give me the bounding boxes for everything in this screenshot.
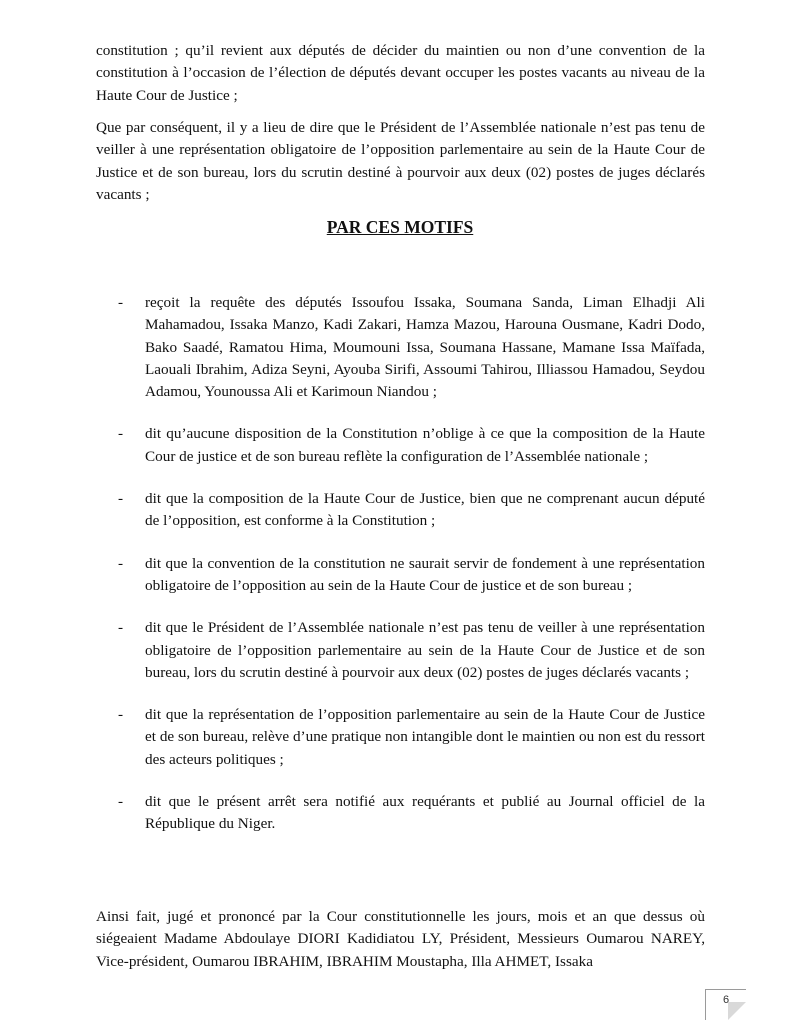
bullet-dash: - [118,619,124,637]
list-item-text: dit qu’aucune disposition de la Constitution n’oblige à ce que la composition de la Haute Cour de justice et de son bureau reflète la configuration de l’Assemblée nationale ; [145,425,705,465]
list-item-text: dit que la représentation de l’opposition parlementaire au sein de la Haute Cour de Justice et de son bureau, relève d’une pratique non intangible dont le maintien ou non est du ressort des acteurs politiques ; [145,706,705,768]
closing-paragraph: Ainsi fait, jugé et prononcé par la Cour constitutionnelle les jours, mois et an que dessus où siégeaient Madame Abdoulaye DIORI Kadidiatou LY, Président, Messieurs Oumarou NAREY, Vice-président, Oumarou IBRAHIM, IBRAHIM Moustapha, Illa AHMET, Issaka [96,908,705,970]
list-item-text: dit que la composition de la Haute Cour de Justice, bien que ne comprenant aucun député de l’opposition, est conforme à la Constitution ; [145,490,705,530]
list-item [0,292,800,403]
bullet-dash: - [118,294,124,311]
list-item-text: reçoit la requête des députés Issoufou Issaka, Soumana Sanda, Liman Elhadji Ali Mahamadou, Issaka Manzo, Kadi Zakari, Hamza Mazou, Harouna Ousmane, Kadri Dodo, Bako Saadé, Ramatou Hima, Moumouni Issa, Soumana Hassane, Mamane Issa Maïfada, Laouali Ibrahim, Adiza Seyni, Ayouba Sirifi, Assoumi Tahirou, Illiassou Hamadou, Seydou Adamou, Younoussa Ali et Karimoun Niandou ; [145,294,705,401]
paragraph-consequence: Que par conséquent, il y a lieu de dire que le Président de l’Assemblée nationale n’est pas tenu de veiller à une représentation obligatoire de l’opposition parlementaire au sein de la Haute Cour de Justice et de son bureau, lors du scrutin destiné à pourvoir aux deux (02) postes de juges déclarés vacants ; [96,119,705,203]
list-item [0,617,800,684]
list-item-text: dit que le présent arrêt sera notifié aux requérants et publié au Journal officiel de la République du Niger. [145,793,705,833]
list-item [0,423,800,468]
bullet-dash: - [118,490,124,508]
list-item [0,704,800,771]
list-item [0,488,800,533]
bullet-dash: - [118,706,124,724]
list-item [0,791,800,836]
section-heading: PAR CES MOTIFS [326,217,474,237]
decision-list [0,292,800,856]
list-item-text: dit que le Président de l’Assemblée nationale n’est pas tenu de veiller à une représentation obligatoire de l’opposition parlementaire au sein de la Haute Cour de Justice et de son bureau, lors du scrutin destiné à pourvoir aux deux (02) postes de juges déclarés vacants ; [145,619,705,681]
list-item-text: dit que la convention de la constitution ne saurait servir de fondement à une représentation obligatoire de l’opposition au sein de la Haute Cour de justice et de son bureau ; [145,554,705,594]
bullet-dash: - [118,793,124,811]
page-number-box [705,989,746,1020]
paragraph-constitution-convention: constitution ; qu’il revient aux députés de décider du maintien ou non d’une convention de la constitution à l’occasion de l’élection de députés devant occuper les postes vacants au niveau de la Haute Cour de Justice ; [96,42,705,104]
list-item [0,553,800,598]
bullet-dash: - [118,554,124,572]
bullet-dash: - [118,425,124,443]
page-number: 6 [722,994,730,1006]
